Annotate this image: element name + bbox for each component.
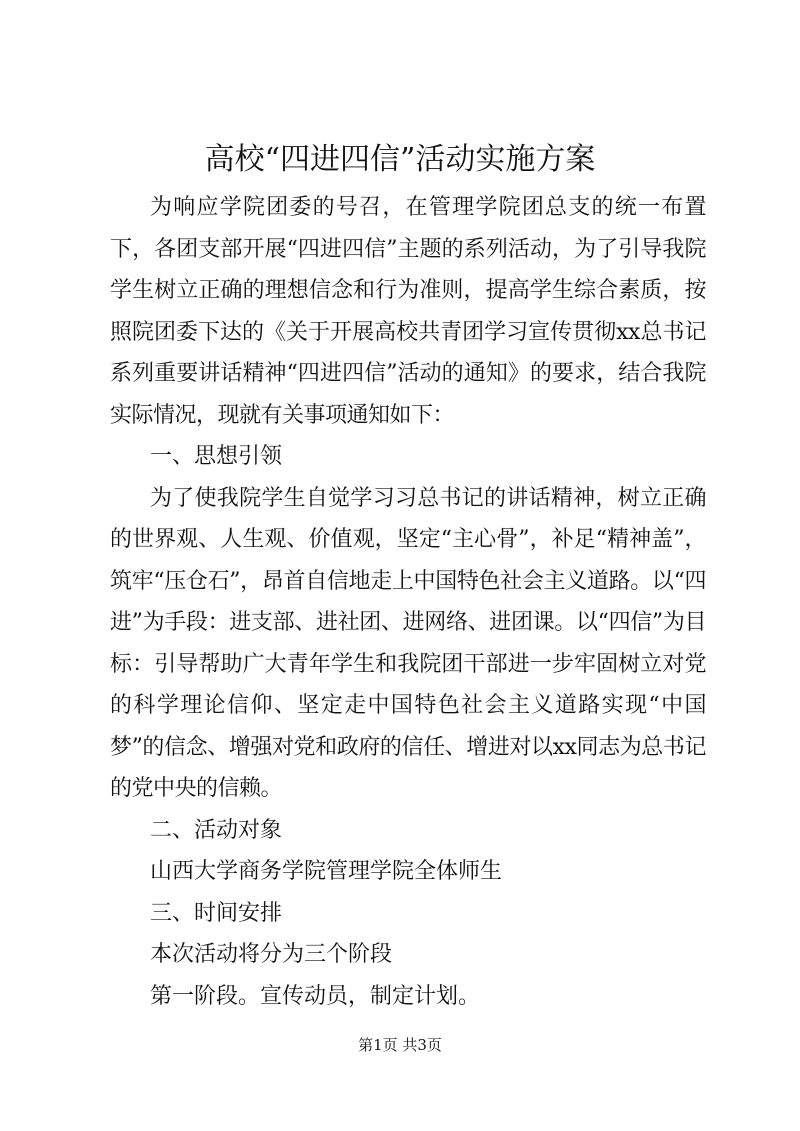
section-heading-2: 二、活动对象 (150, 817, 283, 843)
page-footer: 第1页 共3页 (358, 1036, 442, 1054)
stage-one-text: 第一阶段。宣传动员，制定计划。 (150, 983, 481, 1009)
section-heading-3: 三、时间安排 (150, 900, 283, 926)
schedule-intro-text: 本次活动将分为三个阶段 (150, 942, 393, 967)
document-body (110, 187, 706, 1017)
section-paragraph-1: 为了使我院学生自觉学习习总书记的讲话精神，树立正确的世界观、人生观、价值观，坚定“主心骨”，补足“精神盖”，筑牢“压仓石”，昂首自信地走上中国特色社会主义道路。以“四进”为手段：进支部、进社团、进网络、进团课。以“四信”为目标：引导帮助广大青年学生和我院团干部进一步牢固树立对党的科学理论信仰、坚定走中国特色社会主义道路实现“中国梦”的信念、增强对党和政府的信任、增进对以xx同志为总书记的党中央的信赖。 (110, 485, 706, 801)
intro-paragraph: 为响应学院团委的号召，在管理学院团总支的统一布置下，各团支部开展“四进四信”主题的系列活动，为了引导我院学生树立正确的理想信念和行为准则，提高学生综合素质，按照院团委下达的《关于开展高校共青团学习宣传贯彻xx总书记系列重要讲话精神“四进四信”活动的通知》的要求，结合我院实际情况，现就有关事项通知如下： (110, 195, 706, 428)
target-audience-text: 山西大学商务学院管理学院全体师生 (150, 859, 503, 884)
document-title: 高校“四进四信”活动实施方案 (204, 142, 596, 177)
section-heading-1: 一、思想引领 (150, 444, 283, 469)
